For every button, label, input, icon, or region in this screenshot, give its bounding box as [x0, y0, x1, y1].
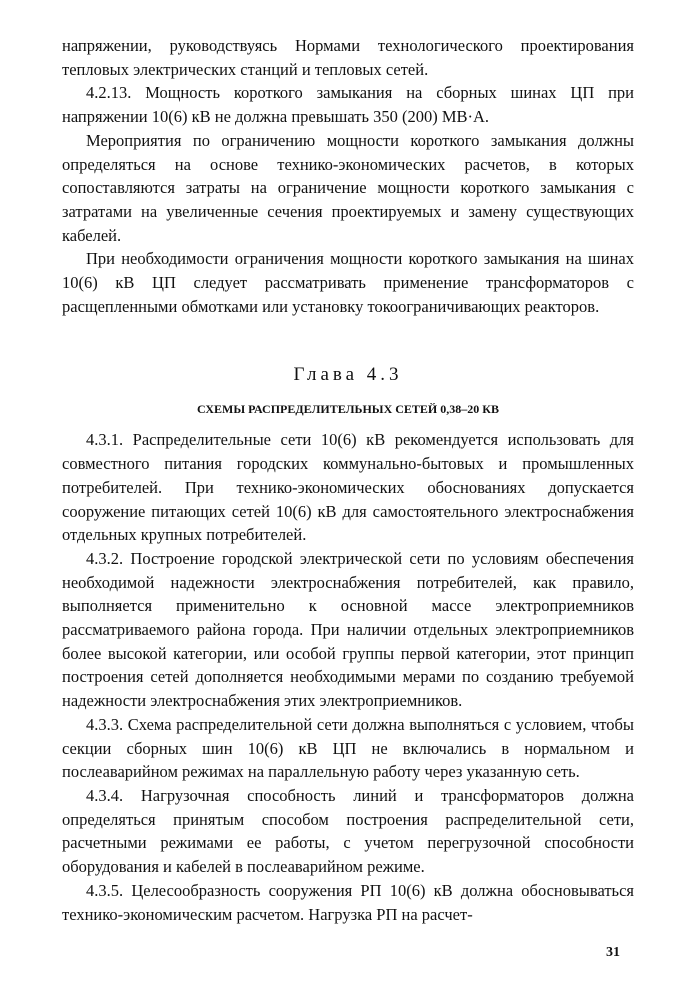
paragraph: Мероприятия по ограничению мощности короткого замыкания должны определяться на основе технико-экономических расчетов, в которых сопоставляются затраты на ограничение мощности короткого замыкания с затратами на увеличенные сечения проектируемых и замену существующих кабелей. — [62, 130, 634, 245]
paragraph: 4.2.13. Мощность короткого замыкания на сборных шинах ЦП при напряжении 10(6) кВ не должна превышать 350 (200) МВ·А. — [62, 83, 634, 127]
paragraph: 4.3.4. Нагрузочная способность линий и трансформаторов должна определяться принятым способом построения распределительной сети, расчетными режимами ее работы, с учетом перегрузочной способности оборудования и кабелей в послеаварийном режиме. — [62, 785, 634, 877]
paragraph: 4.3.2. Построение городской электрической сети по условиям обеспечения необходимой надежности электроснабжения потребителей, как правило, выполняется применительно к основной массе электроприемников рассматриваемого района города. При наличии отдельных электроприемников более высокой категории, или особой группы первой категории, этот принцип построения сетей дополняется необходимыми мерами по созданию требуемой надежности электроснабжения этих электроприемников. — [62, 548, 634, 711]
paragraph: 4.3.3. Схема распределительной сети должна выполняться с условием, чтобы секции сборных шин 10(6) кВ ЦП не включались в нормальном и послеаварийном режимах на параллельную работу через указанную сеть. — [62, 714, 634, 782]
page-number: 31 — [606, 945, 620, 960]
paragraph: При необходимости ограничения мощности короткого замыкания на шинах 10(6) кВ ЦП следует рассматривать применение трансформаторов с расщепленными обмотками или установку токоограничивающих реакторов. — [62, 249, 634, 316]
section-heading: СХЕМЫ РАСПРЕДЕЛИТЕЛЬНЫХ СЕТЕЙ 0,38–20 КВ — [197, 402, 499, 417]
paragraph: 4.3.5. Целесообразность сооружения РП 10(6) кВ должна обосновываться технико-экономическим расчетом. Нагрузка РП на расчет- — [62, 880, 634, 924]
chapter-title: Глава 4.3 — [293, 364, 403, 386]
paragraph: 4.3.1. Распределительные сети 10(6) кВ рекомендуется использовать для совместного питания городских коммунально-бытовых и промышленных потребителей. При технико-экономических обоснованиях допускается сооружение питающих сетей 10(6) кВ для самостоятельного электроснабжения отдельных крупных потребителей. — [62, 430, 634, 545]
page-content — [62, 34, 634, 926]
paragraph: напряжении, руководствуясь Нормами технологического проектирования тепловых электрических станций и тепловых сетей. — [62, 36, 634, 79]
